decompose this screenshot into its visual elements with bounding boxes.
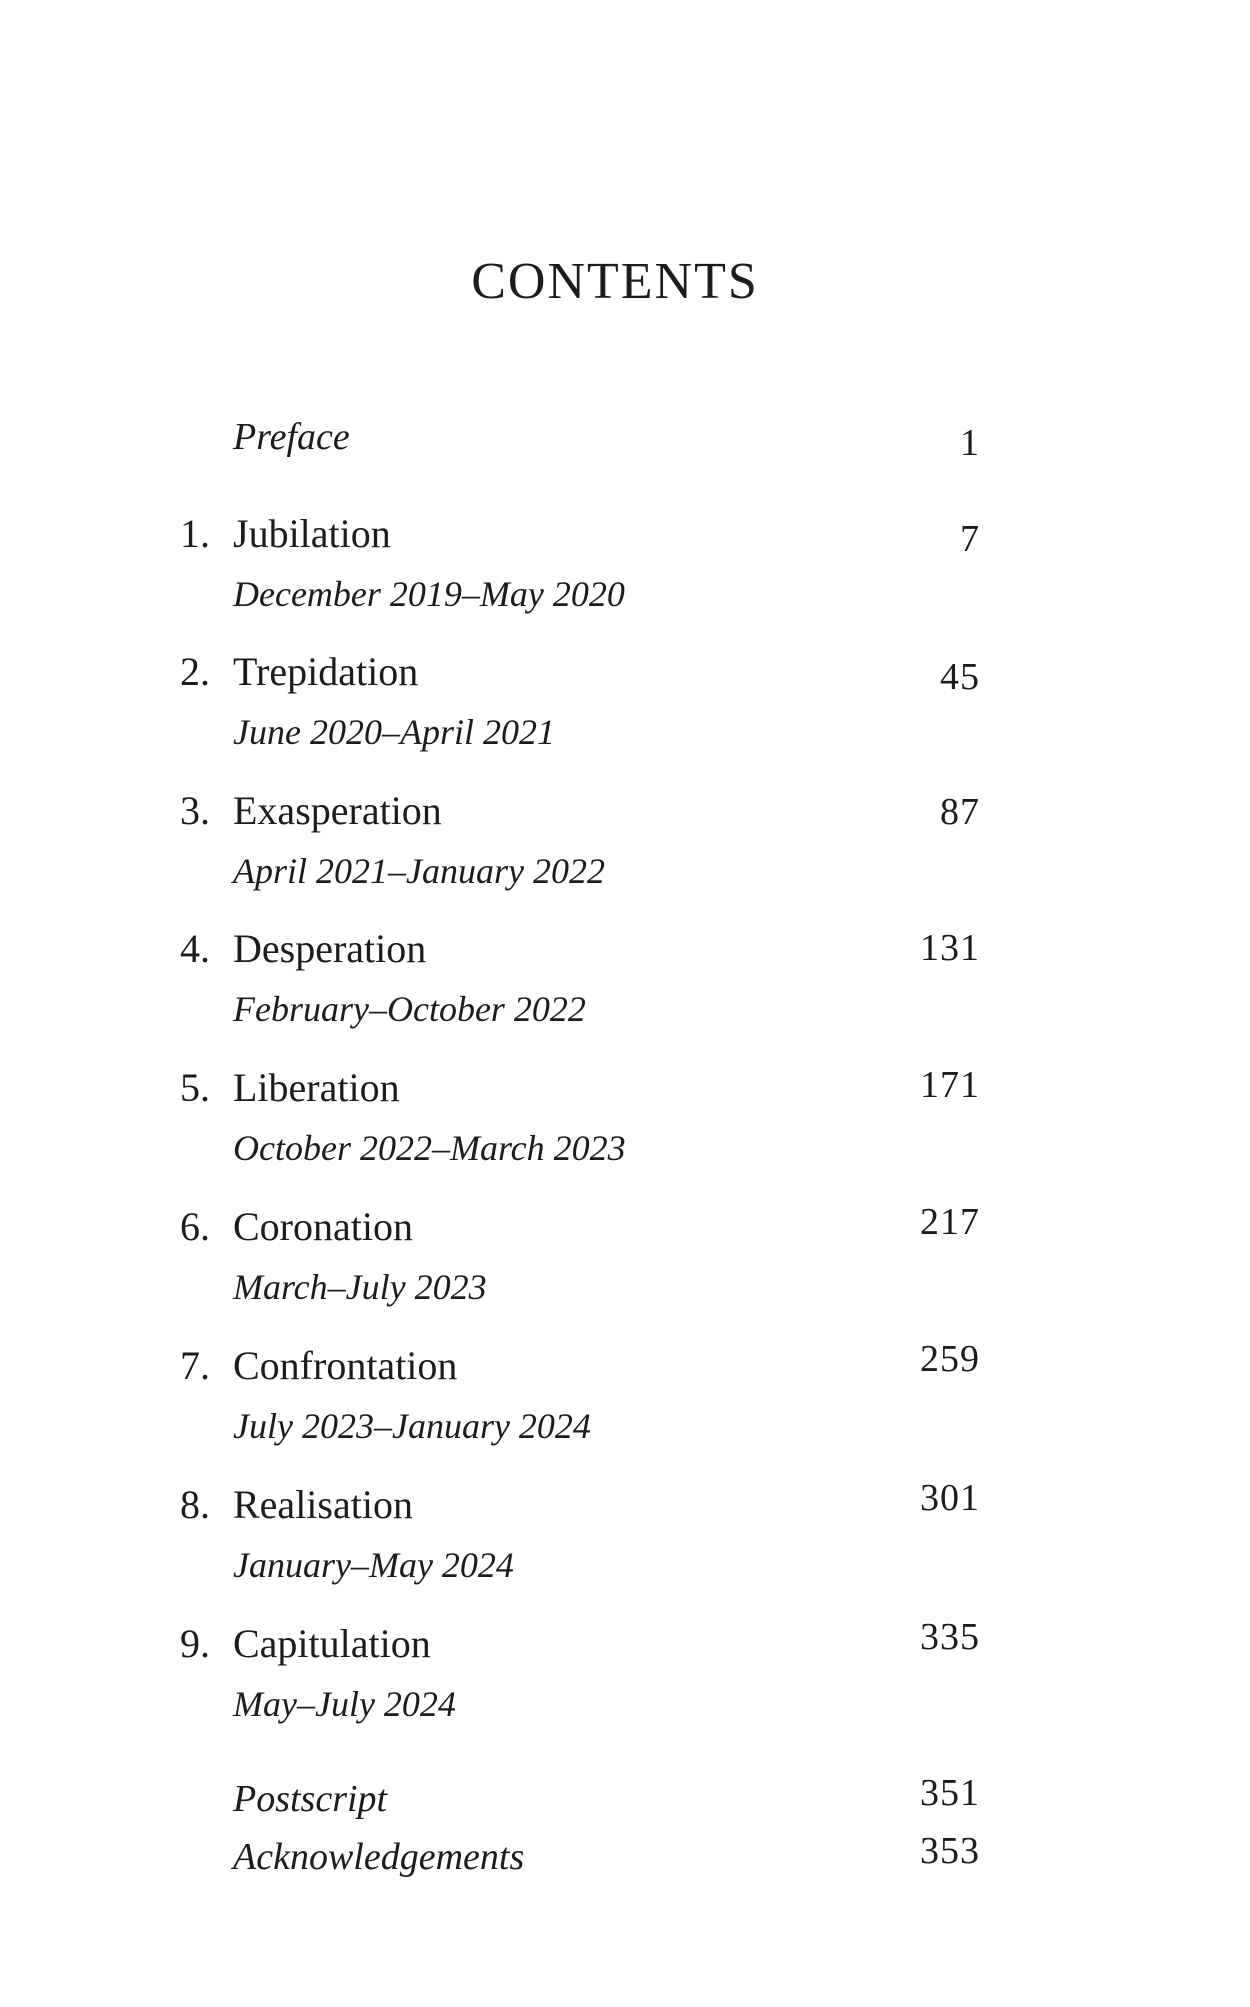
chapter-number: 1.: [180, 511, 210, 556]
chapter-title: Desperation: [233, 926, 427, 971]
toc-page-number: 7: [960, 518, 980, 560]
chapter-dates: April 2021–January 2022: [233, 851, 605, 891]
chapter-title: Jubilation: [233, 511, 391, 556]
toc-entry-chapter-6: [180, 1201, 980, 1317]
toc-entry-title: Acknowledgements: [233, 1836, 525, 1878]
toc-entry-chapter-7: [180, 1338, 980, 1456]
chapter-dates: July 2023–January 2024: [233, 1406, 591, 1446]
chapter-number: 3.: [180, 788, 210, 833]
chapter-title: Capitulation: [233, 1621, 431, 1666]
chapter-number: 2.: [180, 649, 210, 694]
chapter-title: Liberation: [233, 1065, 400, 1110]
toc-page-number: 171: [920, 1064, 980, 1106]
chapter-number: 4.: [180, 926, 210, 971]
toc-page-number: 131: [920, 927, 980, 969]
toc-entry-chapter-1: [180, 511, 980, 624]
toc-entry-chapter-2: [180, 649, 980, 762]
toc-entry-chapter-3: [180, 788, 980, 901]
toc-page-number: 335: [920, 1616, 980, 1658]
chapter-title: Exasperation: [233, 788, 442, 833]
toc-entry-postscript: [180, 1772, 980, 1832]
toc-page-number: 217: [920, 1201, 980, 1243]
toc-page-number: 351: [920, 1772, 980, 1814]
chapter-number: 8.: [180, 1482, 210, 1527]
chapter-number: 7.: [180, 1343, 210, 1388]
toc-page-number: 1: [960, 422, 980, 464]
chapter-dates: December 2019–May 2020: [233, 574, 625, 614]
toc-entry-title: Postscript: [233, 1778, 388, 1820]
page-title: CONTENTS: [471, 253, 759, 310]
chapter-number: 6.: [180, 1204, 210, 1249]
toc-entry-chapter-9: [180, 1616, 980, 1734]
toc-entry-title: Preface: [233, 416, 350, 458]
toc-page-number: 45: [940, 656, 980, 698]
toc-page-number: 259: [920, 1338, 980, 1380]
toc-page-number: 353: [920, 1830, 980, 1872]
toc-entry-chapter-5: [180, 1064, 980, 1178]
chapter-number: 9.: [180, 1621, 210, 1666]
toc-entry-chapter-4: [180, 926, 980, 1039]
chapter-number: 5.: [180, 1065, 210, 1110]
chapter-title: Coronation: [233, 1204, 413, 1249]
chapter-dates: February–October 2022: [233, 989, 586, 1029]
chapter-dates: March–July 2023: [233, 1267, 487, 1307]
chapter-dates: October 2022–March 2023: [233, 1128, 626, 1168]
chapter-title: Realisation: [233, 1482, 413, 1527]
toc-page-number: 301: [920, 1477, 980, 1519]
chapter-title: Trepidation: [233, 649, 419, 694]
chapter-dates: January–May 2024: [233, 1545, 514, 1585]
chapter-dates: June 2020–April 2021: [233, 712, 555, 752]
toc-entry-acknowledgements: [180, 1830, 980, 1890]
toc-entry-preface: [180, 418, 980, 470]
toc-entry-chapter-8: [180, 1477, 980, 1595]
chapter-dates: May–July 2024: [233, 1684, 456, 1724]
chapter-title: Confrontation: [233, 1343, 458, 1388]
toc-page-number: 87: [940, 791, 980, 833]
